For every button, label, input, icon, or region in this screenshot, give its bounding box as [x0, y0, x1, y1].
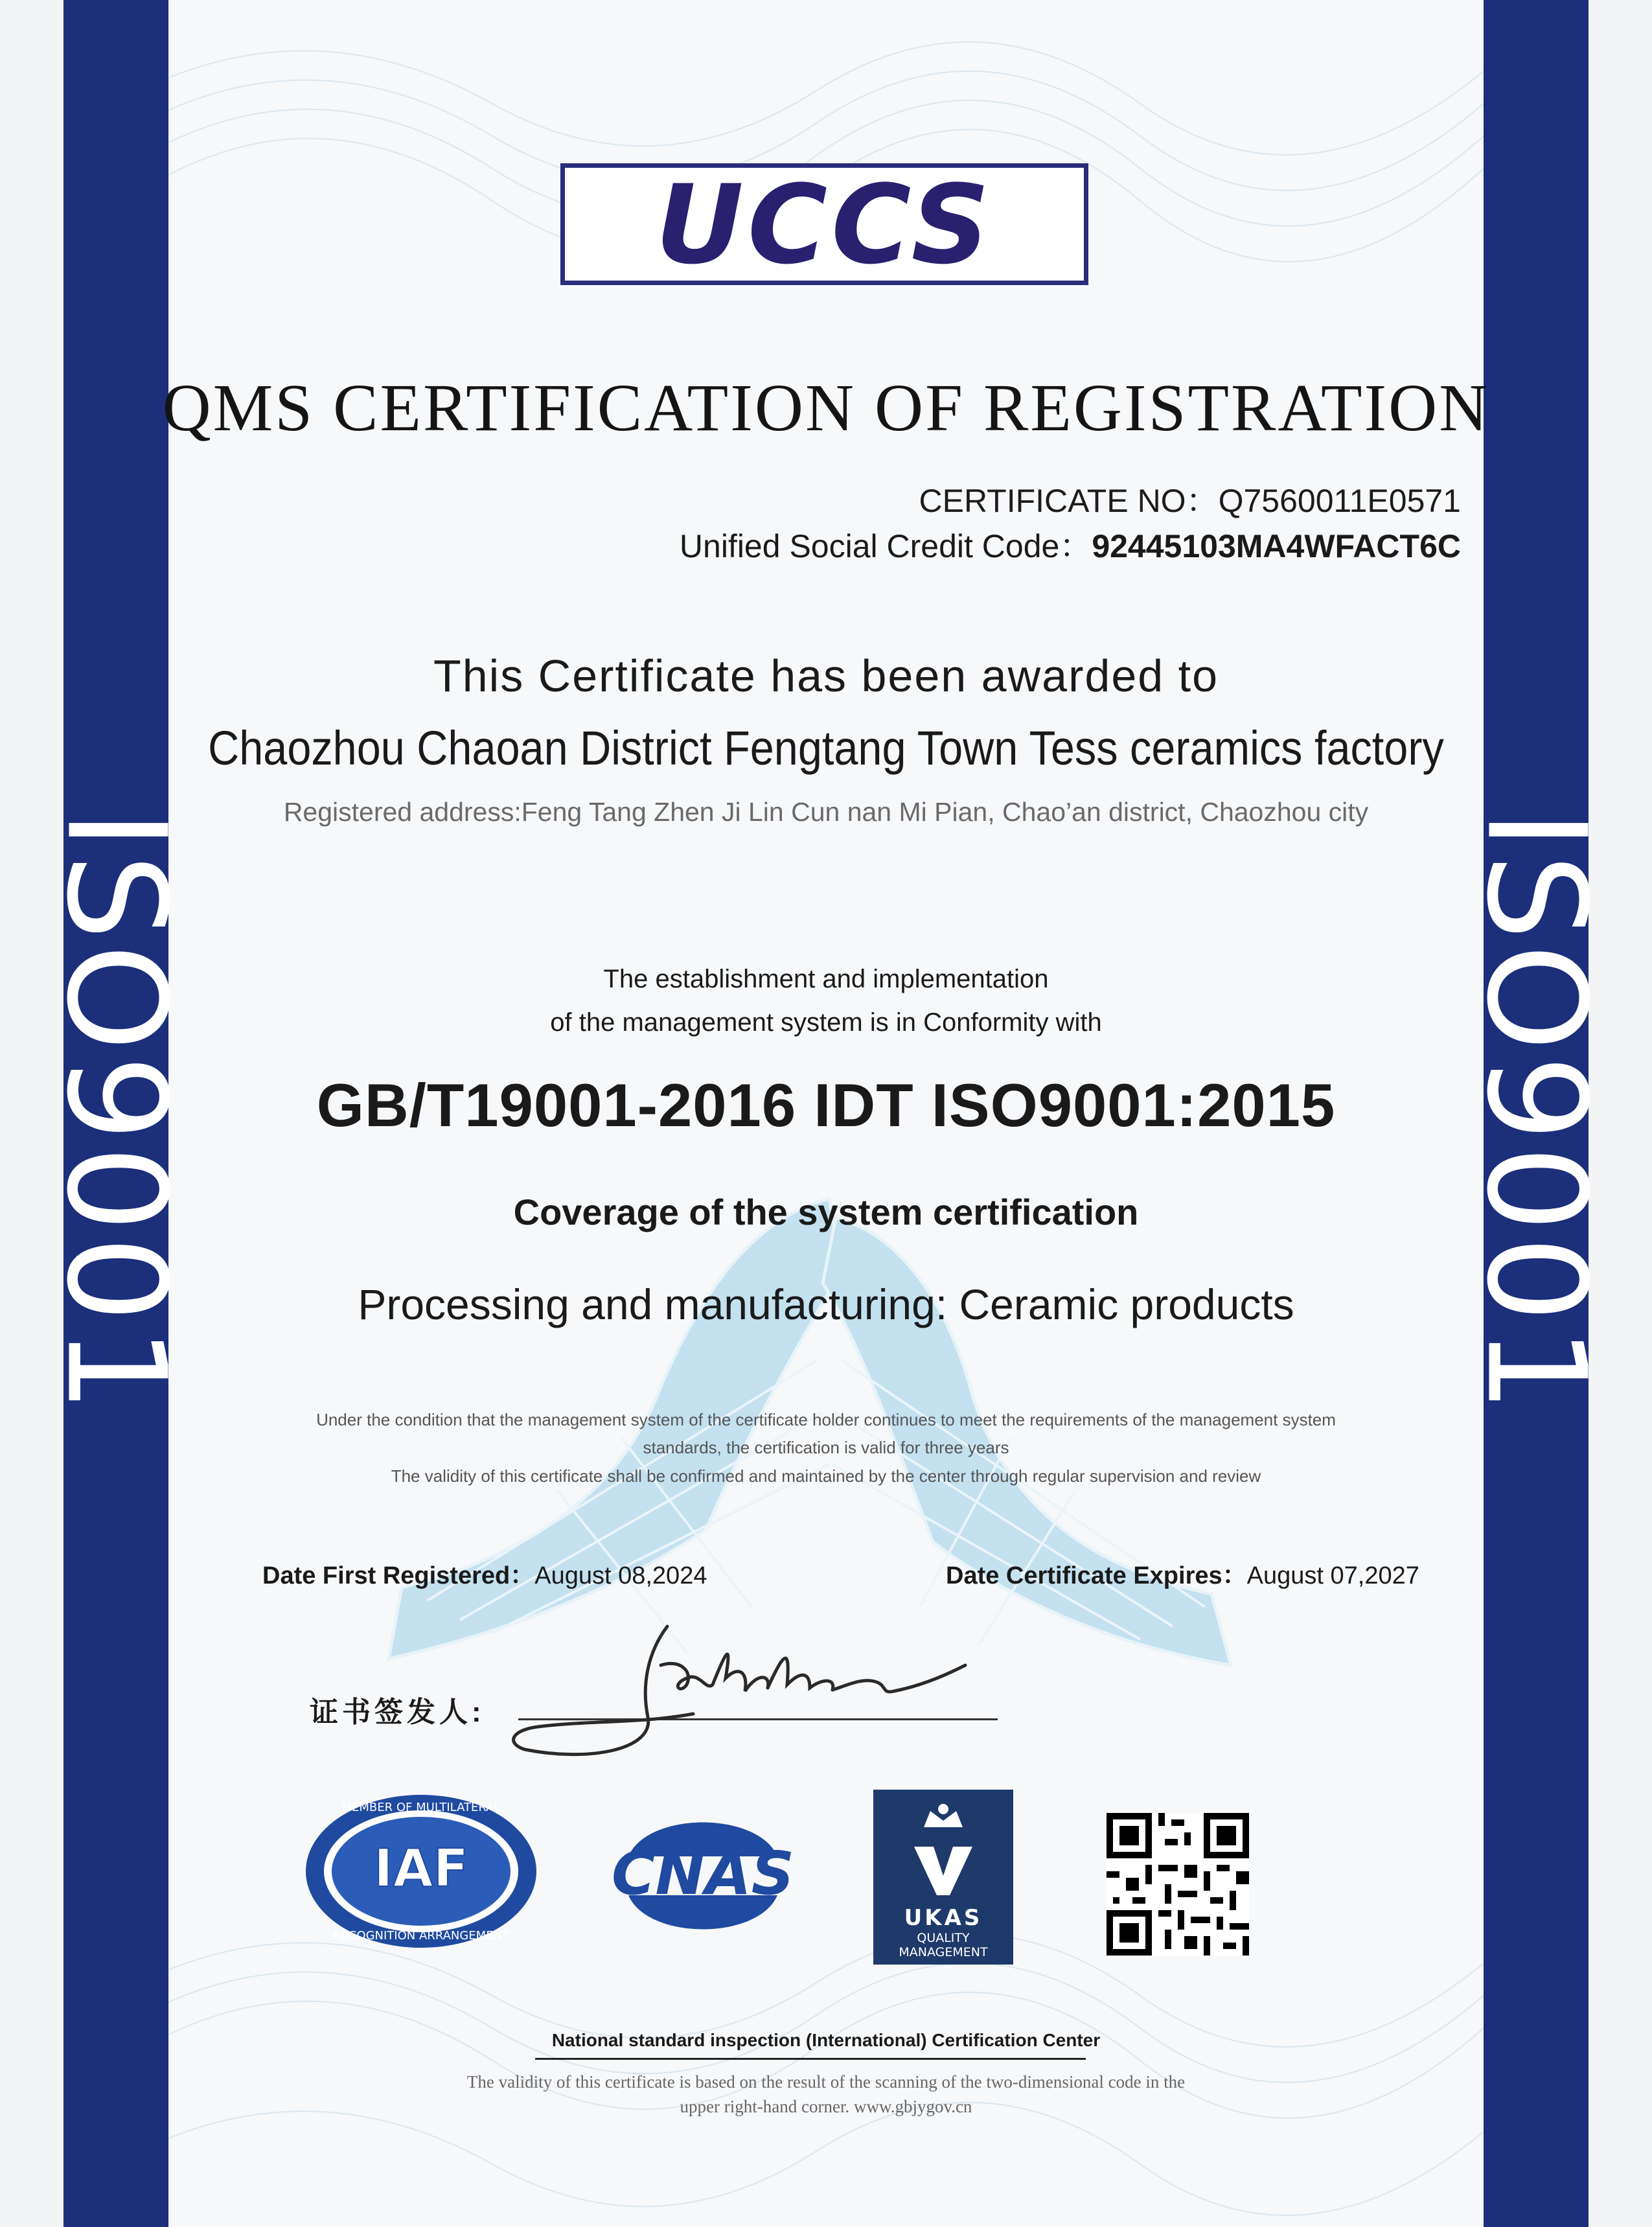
cnas-badge: [602, 1798, 803, 1948]
certificate-number-value: Q7560011E0571: [1218, 483, 1461, 519]
certificate-number-label: CERTIFICATE NO：: [919, 483, 1219, 519]
date-first-registered: [262, 1555, 707, 1591]
iaf-badge-bottom: RECOGNITION ARRANGEMENT: [332, 1929, 510, 1943]
company-name: Chaozhou Chaoan District Fengtang Town Tess ceramics factory: [208, 721, 1444, 775]
registered-address: Registered address:Feng Tang Zhen Ji Lin Cun nan Mi Pian, Chao’an district, Chaozhou city: [283, 797, 1369, 827]
certification-scope: Processing and manufacturing: Ceramic products: [358, 1280, 1294, 1328]
center-name-underline: [535, 2058, 1086, 2060]
certificate-title: QMS CERTIFICATION OF REGISTRATION: [162, 371, 1490, 445]
coverage-heading: Coverage of the system certification: [513, 1192, 1139, 1232]
awarded-heading: This Certificate has been awarded to: [433, 651, 1219, 701]
crown-check-icon: [904, 1801, 982, 1898]
ukas-sub-1: QUALITY: [917, 1931, 970, 1945]
footer-line-1: The validity of this certificate is based on the result of the scanning of the two-dimensional code in the: [466, 2072, 1186, 2092]
handwritten-signature: [499, 1613, 1017, 1769]
date-first-value: August 08,2024: [534, 1562, 707, 1589]
establishment-line-1: The establishment and implementation: [603, 965, 1049, 993]
usc-label: Unified Social Credit Code：: [679, 528, 1092, 564]
establishment-line-2: of the management system is in Conformity with: [550, 1008, 1102, 1037]
condition-line-3: The validity of this certificate shall be confirmed and maintained by the center through regular supervision and review: [391, 1466, 1261, 1486]
uccs-logo: [560, 161, 1088, 288]
certification-center-name: National standard inspection (International) Certification Center: [551, 2030, 1101, 2050]
date-expires-value: August 07,2027: [1246, 1562, 1419, 1589]
condition-line-2: standards, the certification is valid for three years: [643, 1438, 1009, 1457]
standard-code: GB/T19001-2016 IDT ISO9001:2015: [316, 1071, 1336, 1139]
unified-social-credit-code: [680, 520, 1461, 567]
ukas-badge: [873, 1790, 1013, 1965]
signer-label: 证书签发人:: [310, 1696, 485, 1728]
left-side-text: ISO9001: [36, 809, 196, 1417]
qr-code[interactable]: [1107, 1813, 1249, 1956]
usc-value: 92445103MA4WFACT6C: [1092, 528, 1461, 564]
watermark-wings: [389, 1199, 1231, 1665]
condition-line-1: Under the condition that the management system of the certificate holder continues to meet the requirements of the management system: [316, 1410, 1336, 1429]
iaf-badge: [303, 1792, 539, 1951]
date-expires-label: Date Certificate Expires：: [946, 1562, 1247, 1589]
cnas-badge-text: CNAS: [612, 1839, 794, 1908]
iaf-badge-center: IAF: [373, 1838, 469, 1898]
footer-line-2: upper right-hand corner. www.gbjygov.cn: [680, 2097, 972, 2116]
date-certificate-expires: [946, 1555, 1419, 1591]
right-side-text: ISO9001: [1456, 809, 1616, 1417]
uccs-logo-text: UCCS: [655, 161, 994, 288]
ukas-title: UKAS: [904, 1905, 983, 1931]
iaf-badge-top: MEMBER OF MULTILATERAL: [341, 1801, 501, 1814]
date-first-label: Date First Registered：: [262, 1562, 535, 1589]
ukas-sub-2: MANAGEMENT: [899, 1945, 988, 1959]
certificate-number: [919, 475, 1461, 522]
